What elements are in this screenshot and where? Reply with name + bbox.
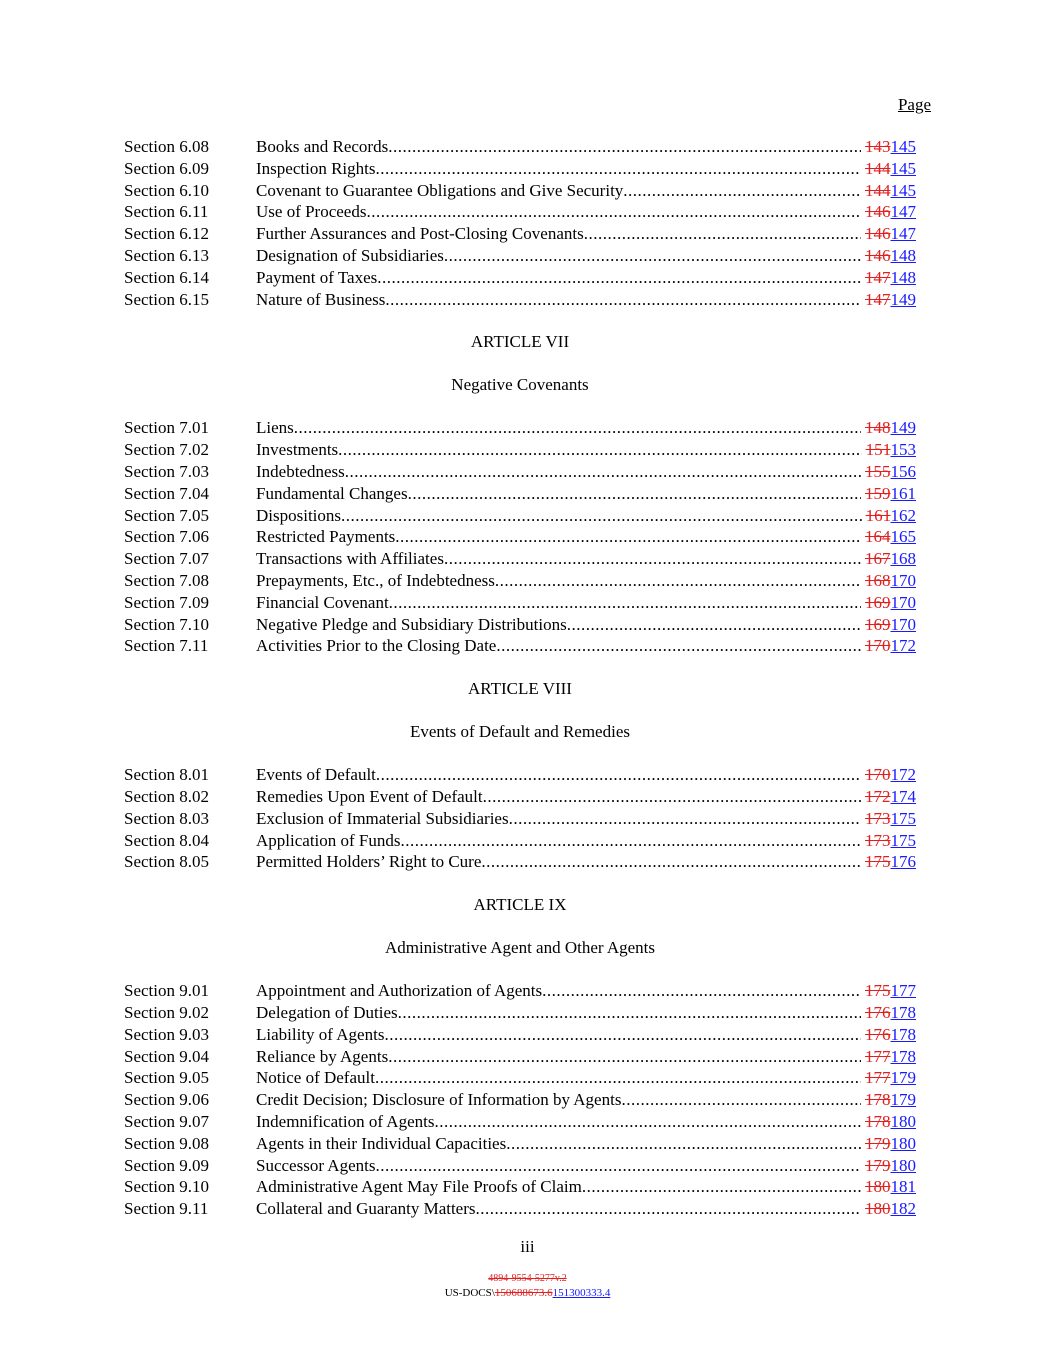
section-title-with-leader	[256, 1046, 861, 1068]
page-reference	[861, 851, 916, 873]
dot-leader	[294, 418, 861, 437]
toc-entry[interactable]	[124, 1002, 916, 1024]
section-number: Section 6.08	[124, 137, 209, 156]
section-title: Appointment and Authorization of Agents	[256, 981, 543, 1001]
page-reference	[861, 483, 916, 505]
doc-ref-new: 151300333.4	[552, 1287, 611, 1299]
inserted-page-number[interactable]: 148	[890, 267, 916, 287]
page-reference	[861, 1002, 916, 1024]
section-title: Notice of Default	[256, 1068, 375, 1088]
dot-leader	[341, 506, 862, 525]
inserted-page-number[interactable]: 175	[890, 830, 916, 850]
page-reference	[861, 526, 916, 548]
toc-entry[interactable]	[124, 1024, 916, 1046]
deleted-page-number: 179	[865, 1155, 891, 1175]
inserted-page-number[interactable]: 182	[890, 1199, 916, 1219]
section-number: Section 9.05	[124, 1068, 209, 1088]
section-title: Fundamental Changes	[256, 483, 408, 503]
section-number: Section 8.05	[124, 852, 209, 872]
deleted-page-number: 146	[865, 224, 891, 244]
page-reference	[862, 505, 916, 527]
dot-leader	[376, 765, 861, 784]
section-title: Restricted Payments	[256, 527, 396, 547]
section-title: Collateral and Guaranty Matters	[256, 1199, 476, 1219]
inserted-page-number[interactable]: 148	[890, 245, 916, 265]
toc-entry[interactable]	[124, 245, 916, 267]
dot-leader	[345, 462, 861, 481]
deleted-page-number: 148	[865, 418, 891, 438]
page-reference	[861, 245, 916, 267]
section-title: Nature of Business	[256, 289, 386, 309]
toc-entry[interactable]	[124, 980, 916, 1002]
page-reference	[861, 570, 916, 592]
toc-entry[interactable]	[124, 1155, 916, 1177]
deleted-page-number: 175	[865, 852, 891, 872]
section-number: Section 8.04	[124, 830, 209, 850]
doc-ref-prefix: US-DOCS\	[444, 1287, 495, 1299]
deleted-page-number: 159	[865, 483, 891, 503]
section-number: Section 9.10	[124, 1177, 209, 1197]
document-reference	[0, 1286, 1055, 1300]
inserted-page-number[interactable]: 145	[890, 137, 916, 156]
section-number: Section 8.01	[124, 765, 209, 785]
section-title: Indemnification of Agents	[256, 1111, 435, 1131]
inserted-page-number[interactable]: 177	[890, 981, 916, 1001]
inserted-page-number[interactable]: 145	[890, 180, 916, 200]
document-footer	[0, 1272, 1055, 1300]
page-reference	[861, 980, 916, 1002]
dot-leader	[388, 137, 861, 156]
dot-leader	[542, 981, 861, 1000]
section-title: Financial Covenant	[256, 592, 389, 612]
article-heading: Events of Default and Remedies	[410, 722, 630, 742]
deleted-page-number: 176	[865, 1024, 891, 1044]
section-title-with-leader	[256, 201, 861, 223]
deleted-page-number: 177	[865, 1046, 891, 1066]
inserted-page-number[interactable]: 149	[890, 289, 916, 309]
section-title: Delegation of Duties	[256, 1002, 398, 1022]
deleted-page-number: 172	[865, 786, 891, 806]
section-title: Dispositions	[256, 505, 342, 525]
deleted-page-number: 147	[865, 289, 891, 309]
dot-leader	[509, 809, 861, 828]
article-heading: Negative Covenants	[451, 375, 589, 395]
section-title-with-leader	[256, 505, 862, 527]
page-reference	[861, 1198, 916, 1220]
page-reference	[861, 830, 916, 852]
dot-leader	[506, 1134, 861, 1153]
section-title: Inspection Rights	[256, 158, 376, 178]
section-title-with-leader	[256, 158, 861, 180]
section-title: Remedies Upon Event of Default	[256, 786, 483, 806]
section-title-with-leader	[256, 245, 861, 267]
section-title-with-leader	[256, 1155, 861, 1177]
inserted-page-number[interactable]: 168	[890, 549, 916, 569]
page-number: iii	[520, 1237, 535, 1256]
page-reference	[861, 1155, 916, 1177]
section-title-with-leader	[256, 439, 862, 461]
section-number: Section 7.02	[124, 440, 209, 460]
page-reference	[861, 136, 916, 158]
section-title: Successor Agents	[256, 1155, 376, 1175]
section-title-with-leader	[256, 980, 861, 1002]
deleted-page-number: 176	[865, 1002, 891, 1022]
page-reference	[861, 158, 916, 180]
deleted-page-number: 170	[865, 636, 891, 656]
toc-entry[interactable]	[124, 1111, 916, 1133]
inserted-page-number[interactable]: 172	[890, 765, 916, 785]
toc-entry[interactable]	[124, 223, 916, 245]
toc-entry[interactable]	[124, 505, 916, 527]
dot-leader	[495, 571, 861, 590]
section-number: Section 6.14	[124, 267, 209, 287]
dot-leader	[389, 593, 861, 612]
section-title: Exclusion of Immaterial Subsidiaries	[256, 808, 509, 828]
page-reference	[861, 289, 916, 311]
section-number: Section 6.09	[124, 158, 209, 178]
deleted-page-number: 143	[865, 137, 891, 156]
section-title: Use of Proceeds	[256, 202, 367, 222]
section-title-with-leader	[256, 1176, 861, 1198]
section-title-with-leader	[256, 136, 861, 158]
dot-leader	[385, 290, 861, 309]
page-reference	[861, 180, 916, 202]
dot-leader	[398, 1003, 861, 1022]
toc-entry[interactable]	[124, 1198, 916, 1220]
toc-entry[interactable]	[124, 1046, 916, 1068]
toc-entry[interactable]	[124, 461, 916, 483]
section-title-with-leader	[256, 764, 861, 786]
inserted-page-number[interactable]: 147	[890, 224, 916, 244]
dot-leader	[567, 615, 861, 634]
section-number: Section 9.09	[124, 1155, 209, 1175]
section-number: Section 6.12	[124, 224, 209, 244]
section-number: Section 7.08	[124, 570, 209, 590]
section-title-with-leader	[256, 570, 861, 592]
section-number: Section 7.11	[124, 636, 209, 656]
page-reference	[861, 267, 916, 289]
dot-leader	[496, 636, 861, 655]
page-reference	[861, 635, 916, 657]
inserted-page-number[interactable]: 172	[890, 636, 916, 656]
section-title: Application of Funds	[256, 830, 401, 850]
page-reference	[861, 614, 916, 636]
deleted-page-number: 173	[865, 808, 891, 828]
section-title-with-leader	[256, 614, 861, 636]
inserted-page-number[interactable]: 180	[890, 1133, 916, 1153]
dot-leader	[401, 831, 862, 850]
page-reference	[861, 592, 916, 614]
page-reference	[861, 1046, 916, 1068]
article-title: ARTICLE VII	[470, 332, 570, 352]
dot-leader	[444, 549, 861, 568]
dot-leader	[408, 484, 861, 503]
dot-leader	[483, 787, 861, 806]
page-reference	[861, 201, 916, 223]
section-title-with-leader	[256, 223, 861, 245]
section-title: Agents in their Individual Capacities	[256, 1133, 507, 1153]
table-of-contents	[124, 136, 916, 1220]
section-title: Payment of Taxes	[256, 267, 378, 287]
section-title-with-leader	[256, 1198, 861, 1220]
section-title: Administrative Agent May File Proofs of Claim	[256, 1177, 582, 1197]
section-number: Section 7.10	[124, 614, 209, 634]
section-title-with-leader	[256, 1067, 861, 1089]
toc-entry[interactable]	[124, 201, 916, 223]
section-title-with-leader	[256, 548, 861, 570]
section-number: Section 7.07	[124, 549, 209, 569]
section-title: Liens	[256, 418, 294, 438]
inserted-page-number[interactable]: 176	[890, 852, 916, 872]
section-title-with-leader	[256, 289, 861, 311]
section-number: Section 9.04	[124, 1046, 209, 1066]
deleted-page-number: 169	[865, 592, 891, 612]
toc-entry[interactable]	[124, 592, 916, 614]
section-title: Events of Default	[256, 765, 376, 785]
page-reference	[861, 1176, 916, 1198]
page-reference	[861, 1111, 916, 1133]
dot-leader	[623, 181, 861, 200]
inserted-page-number[interactable]: 165	[890, 527, 916, 547]
page-reference	[861, 808, 916, 830]
toc-entry[interactable]	[124, 1176, 916, 1198]
toc-group	[124, 310, 916, 657]
section-title-with-leader	[256, 808, 861, 830]
inserted-page-number[interactable]: 170	[890, 614, 916, 634]
section-title-with-leader	[256, 830, 861, 852]
deleted-page-number: 169	[865, 614, 891, 634]
section-number: Section 9.02	[124, 1002, 209, 1022]
section-title-with-leader	[256, 635, 861, 657]
old-document-id: 4894-9554-5277v.2	[488, 1273, 567, 1284]
article-title: ARTICLE VIII	[468, 679, 572, 699]
section-title: Covenant to Guarantee Obligations and Give Security	[256, 180, 624, 200]
inserted-page-number[interactable]: 156	[890, 461, 916, 481]
deleted-page-number: 173	[865, 830, 891, 850]
toc-entry[interactable]	[124, 548, 916, 570]
toc-group	[124, 873, 916, 1220]
deleted-page-number: 144	[865, 158, 891, 178]
dot-leader	[476, 1199, 861, 1218]
inserted-page-number[interactable]: 175	[890, 808, 916, 828]
deleted-page-number: 167	[865, 549, 891, 569]
section-title-with-leader	[256, 1002, 861, 1024]
toc-entry[interactable]	[124, 1089, 916, 1111]
section-number: Section 6.10	[124, 180, 209, 200]
toc-entry[interactable]	[124, 851, 916, 873]
dot-leader	[366, 202, 861, 221]
dot-leader	[338, 440, 861, 459]
inserted-page-number[interactable]: 149	[890, 418, 916, 438]
page-reference	[861, 548, 916, 570]
section-title-with-leader	[256, 180, 861, 202]
section-number: Section 7.03	[124, 461, 209, 481]
inserted-page-number[interactable]: 178	[890, 1046, 916, 1066]
inserted-page-number[interactable]: 181	[890, 1177, 916, 1197]
section-number: Section 7.04	[124, 483, 209, 503]
page-reference	[861, 417, 916, 439]
section-title-with-leader	[256, 851, 861, 873]
deleted-page-number: 178	[865, 1111, 891, 1131]
deleted-page-number: 161	[865, 505, 891, 525]
section-number: Section 8.02	[124, 786, 209, 806]
toc-entry[interactable]	[124, 158, 916, 180]
toc-entry[interactable]	[124, 764, 916, 786]
deleted-page-number: 146	[865, 202, 891, 222]
doc-ref-old: 150688673.6	[494, 1287, 553, 1299]
page-reference	[861, 1089, 916, 1111]
page-reference	[861, 1133, 916, 1155]
section-title-with-leader	[256, 461, 861, 483]
toc-entry[interactable]	[124, 417, 916, 439]
toc-entry[interactable]	[124, 830, 916, 852]
toc-group	[124, 136, 916, 310]
inserted-page-number[interactable]: 145	[890, 158, 916, 178]
inserted-page-number[interactable]: 174	[890, 786, 916, 806]
inserted-page-number[interactable]: 147	[890, 202, 916, 222]
section-title-with-leader	[256, 483, 861, 505]
page-reference	[861, 1067, 916, 1089]
section-number: Section 9.06	[124, 1090, 209, 1110]
section-number: Section 7.01	[124, 418, 209, 438]
section-number: Section 6.13	[124, 245, 209, 265]
section-title: Prepayments, Etc., of Indebtedness	[256, 570, 495, 590]
page-reference	[861, 223, 916, 245]
section-title: Credit Decision; Disclosure of Information by Agents	[256, 1090, 622, 1110]
toc-group	[124, 657, 916, 873]
section-number: Section 7.09	[124, 592, 209, 612]
dot-leader	[384, 1025, 861, 1044]
section-number: Section 9.11	[124, 1199, 209, 1219]
section-title: Further Assurances and Post-Closing Covenants	[256, 224, 584, 244]
section-title-with-leader	[256, 417, 861, 439]
article-heading: Administrative Agent and Other Agents	[384, 938, 656, 958]
section-number: Section 6.11	[124, 202, 209, 222]
page-reference	[861, 1024, 916, 1046]
section-title-with-leader	[256, 526, 861, 548]
toc-entry[interactable]	[124, 289, 916, 311]
deleted-page-number: 155	[865, 461, 891, 481]
section-number: Section 9.01	[124, 981, 209, 1001]
page-reference	[861, 461, 916, 483]
dot-leader	[375, 1156, 861, 1175]
deleted-page-number: 170	[865, 765, 891, 785]
section-title: Indebtedness	[256, 461, 345, 481]
section-title-with-leader	[256, 1024, 861, 1046]
dot-leader	[621, 1090, 861, 1109]
section-title: Designation of Subsidiaries	[256, 245, 444, 265]
section-title: Negative Pledge and Subsidiary Distributions	[256, 614, 567, 634]
toc-entry[interactable]	[124, 786, 916, 808]
page-reference	[862, 439, 916, 461]
toc-entry[interactable]	[124, 635, 916, 657]
toc-entry[interactable]	[124, 267, 916, 289]
deleted-page-number: 178	[865, 1090, 891, 1110]
section-title: Liability of Agents	[256, 1024, 385, 1044]
section-title-with-leader	[256, 592, 861, 614]
inserted-page-number[interactable]: 179	[890, 1068, 916, 1088]
dot-leader	[375, 159, 861, 178]
toc-entry[interactable]	[124, 439, 916, 461]
section-title-with-leader	[256, 1089, 861, 1111]
toc-entry[interactable]	[124, 614, 916, 636]
section-number: Section 9.03	[124, 1024, 209, 1044]
inserted-page-number[interactable]: 161	[890, 483, 916, 503]
section-title: Transactions with Affiliates	[256, 549, 444, 569]
dot-leader	[444, 246, 861, 265]
deleted-page-number: 168	[865, 570, 891, 590]
inserted-page-number[interactable]: 180	[890, 1111, 916, 1131]
deleted-page-number: 175	[865, 981, 891, 1001]
dot-leader	[395, 527, 861, 546]
section-title-with-leader	[256, 1133, 861, 1155]
deleted-page-number: 177	[865, 1068, 891, 1088]
section-number: Section 7.05	[124, 505, 209, 525]
deleted-page-number: 180	[865, 1177, 891, 1197]
section-number: Section 9.07	[124, 1111, 209, 1131]
inserted-page-number[interactable]: 178	[890, 1024, 916, 1044]
toc-entry[interactable]	[124, 1133, 916, 1155]
inserted-page-number[interactable]: 170	[890, 592, 916, 612]
inserted-page-number[interactable]: 162	[890, 505, 916, 525]
toc-entry[interactable]	[124, 483, 916, 505]
article-title: ARTICLE IX	[473, 895, 567, 915]
section-title: Reliance by Agents	[256, 1046, 389, 1066]
inserted-page-number[interactable]: 170	[890, 570, 916, 590]
dot-leader	[481, 852, 861, 871]
page-column-label: Page	[897, 95, 931, 114]
toc-entry[interactable]	[124, 808, 916, 830]
deleted-page-number: 151	[865, 440, 891, 460]
deleted-page-number: 164	[865, 527, 891, 547]
page-reference	[861, 786, 916, 808]
deleted-page-number: 180	[865, 1199, 891, 1219]
section-title: Investments	[256, 440, 339, 460]
section-number: Section 7.06	[124, 527, 209, 547]
dot-leader	[434, 1112, 861, 1131]
dot-leader	[377, 268, 861, 287]
deleted-page-number: 179	[865, 1133, 891, 1153]
dot-leader	[375, 1068, 861, 1087]
section-number: Section 9.08	[124, 1133, 209, 1153]
toc-entry[interactable]	[124, 1067, 916, 1089]
dot-leader	[584, 224, 861, 243]
section-number: Section 6.15	[124, 289, 209, 309]
toc-entry[interactable]	[124, 136, 916, 158]
toc-entry[interactable]	[124, 180, 916, 202]
toc-entry[interactable]	[124, 570, 916, 592]
section-title: Permitted Holders’ Right to Cure	[256, 852, 482, 872]
section-number: Section 8.03	[124, 808, 209, 828]
inserted-page-number[interactable]: 180	[890, 1155, 916, 1175]
inserted-page-number[interactable]: 153	[890, 440, 916, 460]
deleted-page-number: 146	[865, 245, 891, 265]
section-title-with-leader	[256, 786, 861, 808]
toc-entry[interactable]	[124, 526, 916, 548]
dot-leader	[582, 1177, 861, 1196]
inserted-page-number[interactable]: 178	[890, 1002, 916, 1022]
section-title-with-leader	[256, 267, 861, 289]
page-reference	[861, 764, 916, 786]
dot-leader	[388, 1047, 861, 1066]
inserted-page-number[interactable]: 179	[890, 1090, 916, 1110]
section-title: Activities Prior to the Closing Date	[256, 636, 497, 656]
deleted-page-number: 147	[865, 267, 891, 287]
section-title: Books and Records	[256, 137, 389, 156]
deleted-page-number: 144	[865, 180, 891, 200]
section-title-with-leader	[256, 1111, 861, 1133]
